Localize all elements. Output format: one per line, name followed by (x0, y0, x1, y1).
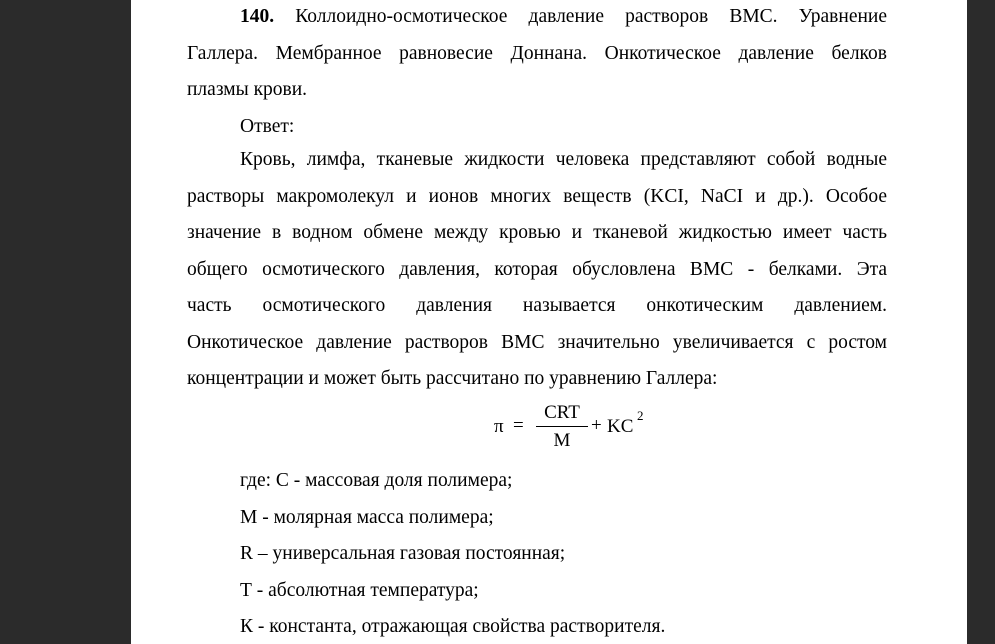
formula-equals: = (513, 415, 524, 436)
definition-m: М - молярная масса полимера; (240, 506, 494, 528)
definition-c: где: С - массовая доля полимера; (240, 470, 513, 491)
body-line-5: часть осмотического давления называется онкотическим давлением. (187, 295, 887, 316)
answer-body (187, 142, 887, 398)
question-number: 140. (240, 6, 275, 27)
answer-label: Ответ: (240, 116, 295, 137)
definitions-list (240, 463, 890, 644)
body-line-4: общего осмотического давления, которая обусловлена ВМС - белками. Эта (187, 258, 887, 280)
body-line-6: Онкотическое давление растворов ВМС значительно увеличивается с ростом (187, 331, 887, 353)
heading-line-1-text: Коллоидно-осмотическое давление растворов ВМС. Уравнение (295, 6, 887, 27)
heading-line-2: Галлера. Мембранное равновесие Доннана. Онкотическое давление белков (187, 42, 887, 64)
formula-plus: + (591, 415, 602, 436)
definition-k: К - константа, отражающая свойства растворителя. (240, 616, 666, 637)
heading-line-3: плазмы крови. (187, 79, 308, 100)
body-line-1: Кровь, лимфа, тканевые жидкости человека представляют собой водные (240, 149, 887, 170)
question-heading (187, 0, 887, 109)
body-line-2: растворы макромолекул и ионов многих веществ (KCI, NaCI и др.). Особое (187, 185, 887, 207)
body-line-3: значение в водном обмене между кровью и тканевой жидкостью имеет часть (187, 222, 887, 243)
document-page (131, 0, 967, 644)
formula-denominator: M (553, 430, 571, 451)
heading-line-1 (187, 0, 887, 36)
fraction-bar (536, 426, 588, 427)
formula-numerator: CRT (544, 402, 580, 423)
definition-t: Т - абсолютная температура; (240, 579, 479, 601)
formula-pi: π (494, 416, 504, 437)
body-line-7: концентрации и может быть рассчитано по уравнению Галлера: (187, 368, 718, 389)
definition-r: R – универсальная газовая постоянная; (240, 543, 566, 564)
formula-exponent: 2 (637, 408, 644, 423)
formula-term: KC (607, 416, 634, 437)
formula-fraction (536, 402, 588, 452)
